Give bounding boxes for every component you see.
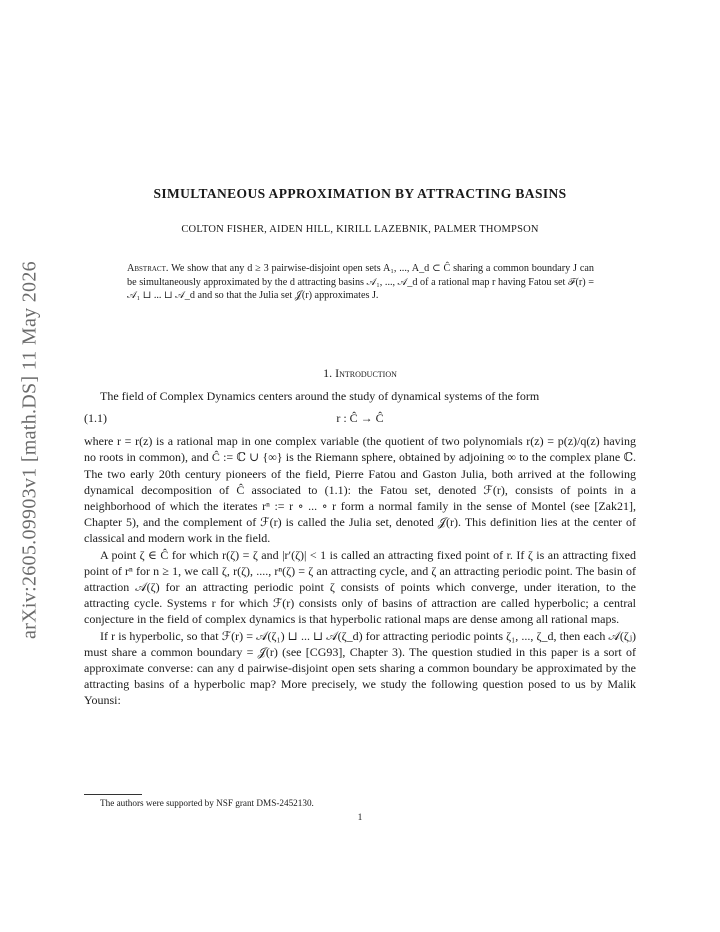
author-list: COLTON FISHER, AIDEN HILL, KIRILL LAZEBNIK, PALMER THOMPSON xyxy=(181,224,539,235)
arxiv-stamp xyxy=(8,240,52,660)
paragraph-hyperbolic: If r is hyperbolic, so that ℱ(r) = 𝒜(ζ₁) ⊔ ... ⊔ 𝒜(ζ_d) for attracting periodic points ζ₁, ..., ζ_d, then each 𝒜(ζⱼ) must share a common boundary = 𝒥(r) (see [CG93], Chapter 3). The question studied in this paper is a sort of approximate converse: can any d pairwise-disjoint open sets sharing a common boundary be approximated by the attracting basins of a hyperbolic map? More precisely, we study the following question posed to us by Malik Younsi: xyxy=(84,628,636,708)
footnote-rule xyxy=(84,794,142,795)
section-number: 1. xyxy=(323,366,333,380)
section-title: Introduction xyxy=(335,366,397,380)
section-heading xyxy=(84,366,636,381)
body-text xyxy=(84,388,636,709)
paragraph-attracting: A point ζ ∈ Ĉ for which r(ζ) = ζ and |r′(ζ)| < 1 is called an attracting fixed point of r. If ζ is an attracting fixed point of rⁿ for n ≥ 1, we call ζ, r(ζ), ...., rⁿ(ζ) = ζ an attracting cycle, and ζ an attracting periodic point. The basin of attraction 𝒜(ζ) for an attracting periodic point ζ consists of points which converge, under iteration, to the attracting cycle. Systems r for which ℱ(r) consists only of basins of attraction are called hyperbolic; a central conjecture in the field of complex dynamics is that hyperbolic rational maps are dense among all rational maps. xyxy=(84,547,636,627)
paragraph-definition: where r = r(z) is a rational map in one complex variable (the quotient of two polynomials r(z) = p(z)/q(z) having no roots in common), and Ĉ := ℂ ∪ {∞} is the Riemann sphere, obtained by adjoining ∞ to the complex plane ℂ. The two early 20th century pioneers of the field, Pierre Fatou and Gaston Julia, both arrived at the following dynamical decomposition of Ĉ associated to (1.1): the Fatou set, denoted ℱ(r), consists of points in a neighborhood of which the iterates rⁿ := r ∘ ... ∘ r form a normal family in the sense of Montel (see [Zak21], Chapter 5), and the complement of ℱ(r) is called the Julia set, denoted 𝒥(r). This definition lies at the center of classical and modern work in the field. xyxy=(84,434,636,546)
paper-title: SIMULTANEOUS APPROXIMATION BY ATTRACTING BASINS xyxy=(153,186,567,201)
abstract xyxy=(127,262,594,303)
paragraph-intro: The field of Complex Dynamics centers around the study of dynamical systems of the form xyxy=(100,389,540,403)
footnote: The authors were supported by NSF grant DMS-2452130. xyxy=(100,798,314,808)
arxiv-stamp-text: arXiv:2605.09903v1 [math.DS] 11 May 2026 xyxy=(18,261,41,639)
page-number: 1 xyxy=(357,813,363,823)
equation-number: (1.1) xyxy=(84,411,107,426)
equation-text: r : Ĉ → Ĉ xyxy=(336,411,384,426)
equation-1-1 xyxy=(84,406,636,431)
abstract-text: We show that any d ≥ 3 pairwise-disjoint open sets A₁, ..., A_d ⊂ Ĉ sharing a common boundary J can be simultaneously approximated by the d attracting basins 𝒜₁, ..., 𝒜_d of a rational map r having Fatou set ℱ(r) = 𝒜₁ ⊔ ... ⊔ 𝒜_d and so that the Julia set 𝒥(r) approximates J. xyxy=(127,263,594,301)
abstract-label: Abstract. xyxy=(127,263,169,274)
